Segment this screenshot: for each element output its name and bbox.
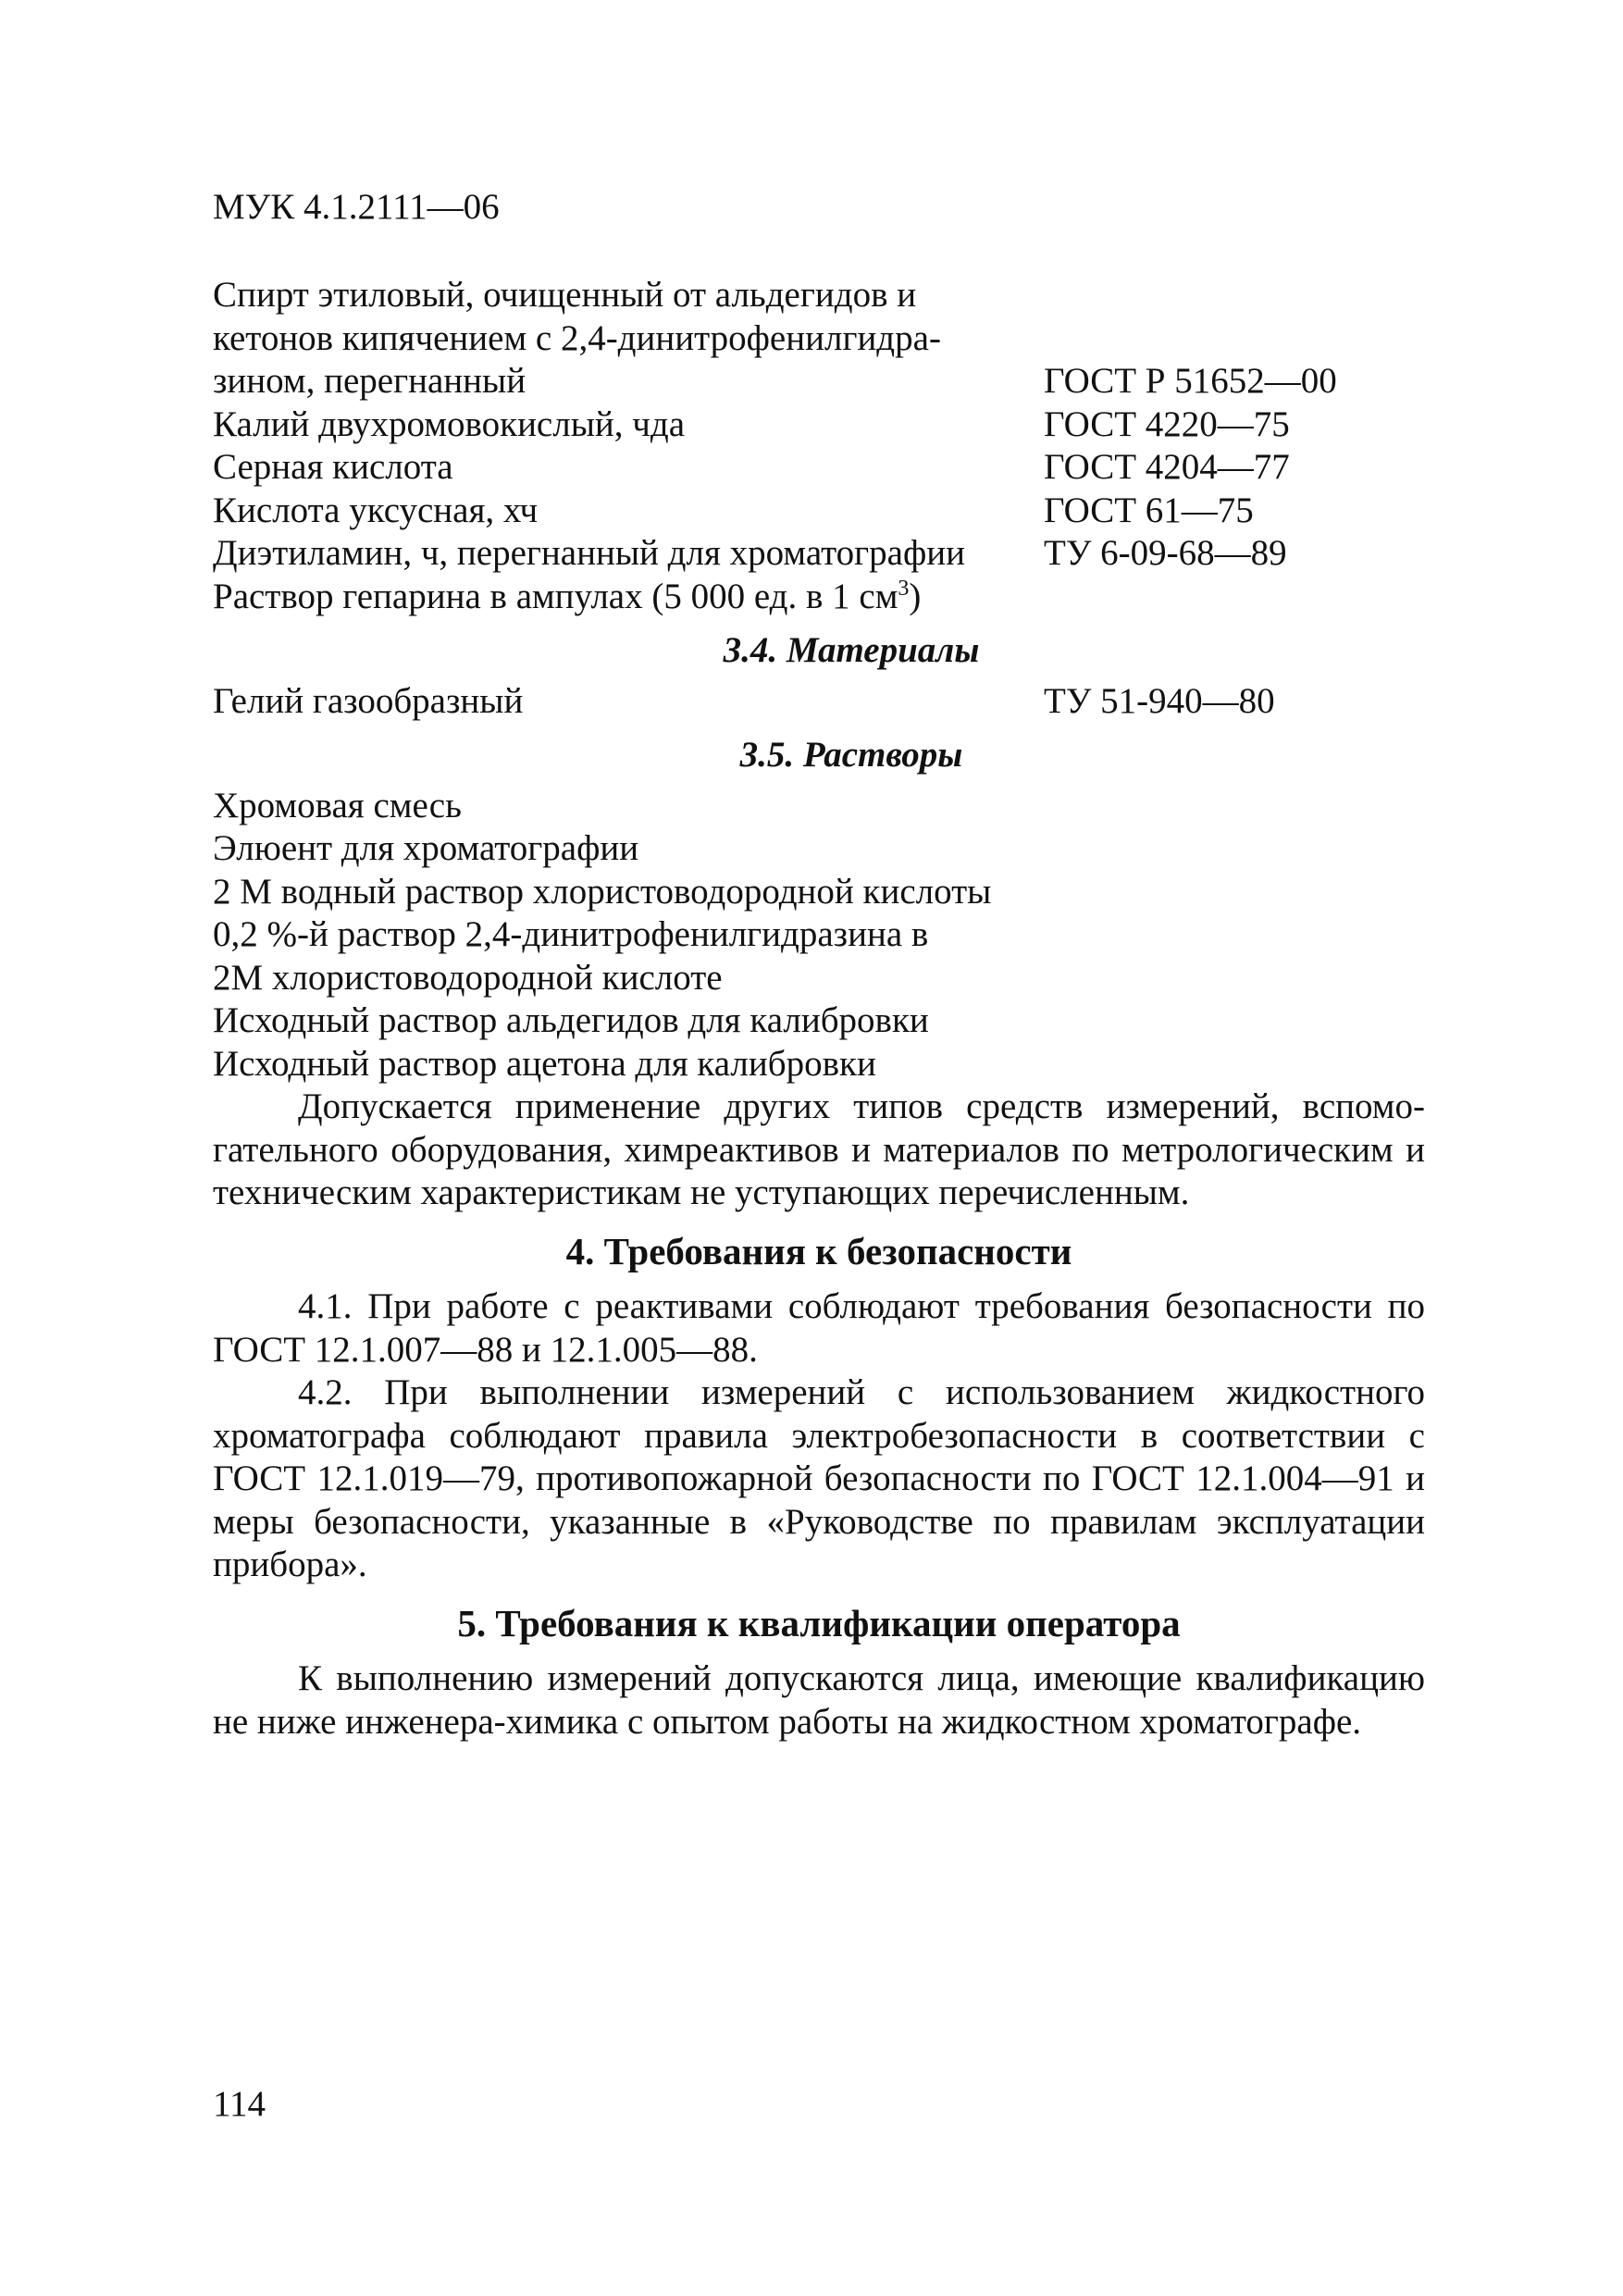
reagent-row bbox=[213, 490, 1425, 533]
reagent-ethanol-line2: кетонов кипячением с 2,4-динитрофенилгидра- bbox=[213, 317, 941, 358]
solution-item: 2М хлористоводородной кислоте bbox=[213, 957, 723, 998]
page-content bbox=[213, 274, 1425, 1744]
substitution-note: Допускается применение других типов средств измерений, вспомогательного оборудования, химреактивов и материалов по метрологическим и техническим характеристикам не уступающих перечисленным. bbox=[213, 1086, 1425, 1212]
reagent-heparin-close: ) bbox=[909, 576, 922, 616]
reagent-heparin-text: Раствор гепарина в ампулах (5 000 ед. в 1 см bbox=[213, 576, 898, 616]
reagent-standard: ТУ 6-09-68—89 bbox=[1044, 533, 1287, 573]
solution-item: Исходный раствор альдегидов для калибровки bbox=[213, 1000, 929, 1040]
page-number: 114 bbox=[213, 2084, 266, 2124]
section-5-paragraph-1: К выполнению измерений допускаются лица, имеющие квалификацию не ниже инженера-химика с опытом работы на жидкостном хроматографе. bbox=[213, 1658, 1425, 1742]
reagent-name: Кислота уксусная, хч bbox=[213, 490, 539, 530]
section-4-paragraph-1: 4.1. При работе с реактивами соблюдают требования безопасности по ГОСТ 12.1.007—88 и 12.1.005—88. bbox=[213, 1286, 1425, 1370]
section-4-heading: 4. Требования к безопасности bbox=[565, 1229, 1072, 1272]
reagent-heparin bbox=[213, 576, 1425, 619]
reagent-standard: ГОСТ 4220—75 bbox=[1044, 403, 1290, 444]
reagent-standard: ГОСТ 61—75 bbox=[1044, 490, 1254, 530]
material-row bbox=[213, 680, 1425, 724]
reagent-name: Диэтиламин, ч, перегнанный для хроматографии bbox=[213, 533, 965, 573]
solution-item: Хромовая смесь bbox=[213, 785, 462, 825]
solution-item: 2 М водный раствор хлористоводородной кислоты bbox=[213, 871, 992, 912]
reagent-row bbox=[213, 360, 1425, 403]
solution-item: Элюент для хроматографии bbox=[213, 828, 639, 868]
material-name: Гелий газообразный bbox=[213, 680, 524, 721]
superscript-cubed: 3 bbox=[898, 576, 910, 601]
reagent-row bbox=[213, 403, 1425, 447]
reagent-standard: ГОСТ 4204—77 bbox=[1044, 447, 1290, 487]
materials-heading: 3.4. Материалы bbox=[723, 630, 980, 670]
section-4-paragraph-2: 4.2. При выполнении измерений с использованием жидкостного хроматографа соблюдают правила электробезопасности в соответствии с ГОСТ 12.1.019—79, противопожарной безопасности по ГОСТ 12.1.004—91 и меры безопасности, указанные в «Руководстве по правилам эксплуатации прибора». bbox=[213, 1372, 1425, 1584]
solution-item: 0,2 %-й раствор 2,4-динитрофенилгидразина в bbox=[213, 914, 929, 954]
reagent-standard: ГОСТ Р 51652—00 bbox=[1044, 361, 1337, 401]
solution-item: Исходный раствор ацетона для калибровки bbox=[213, 1043, 876, 1084]
solutions-heading: 3.5. Растворы bbox=[739, 735, 963, 775]
reagent-name: Калий двухромовокислый, чда bbox=[213, 403, 686, 444]
reagent-row bbox=[213, 532, 1425, 576]
reagent-ethanol-line3: зином, перегнанный bbox=[213, 361, 527, 401]
reagent-name: Серная кислота bbox=[213, 447, 453, 487]
section-5-heading: 5. Требования к квалификации оператора bbox=[457, 1601, 1181, 1644]
reagent-ethanol-line1: Спирт этиловый, очищенный от альдегидов и bbox=[213, 275, 917, 315]
running-header: МУК 4.1.2111—06 bbox=[213, 187, 500, 227]
material-standard: ТУ 51-940—80 bbox=[1044, 680, 1275, 721]
reagent-row bbox=[213, 446, 1425, 490]
